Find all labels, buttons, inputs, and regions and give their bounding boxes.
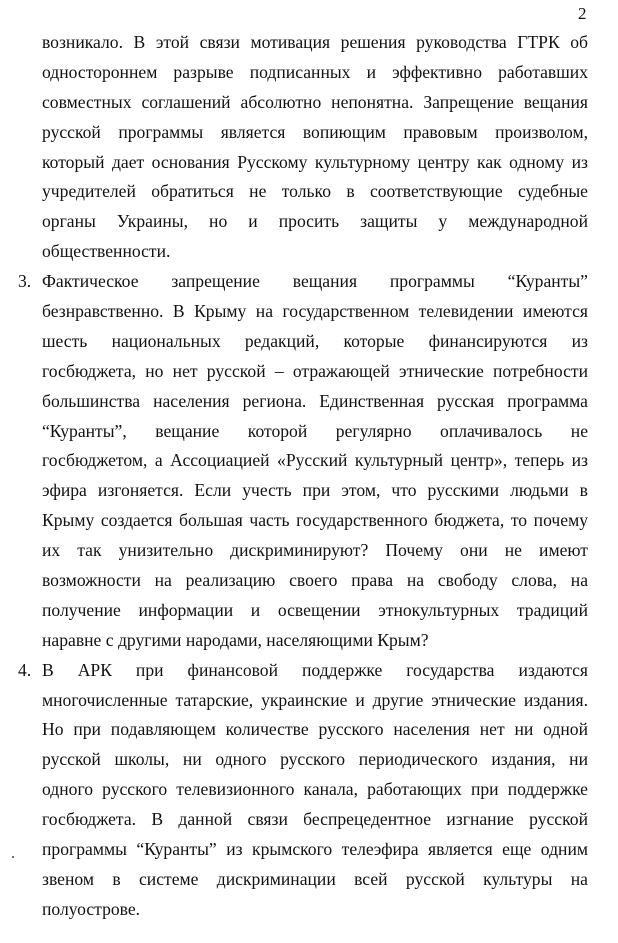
- page-number: 2: [578, 4, 587, 23]
- text-line: возможности на реализацию своего права на свободу слова, на: [42, 570, 588, 591]
- document-body: [0, 28, 618, 925]
- paragraph-continuation: [0, 28, 618, 267]
- text-line: общественности.: [42, 241, 171, 262]
- text-line: госбюджета, но нет русской – отражающей этнические потребности: [42, 360, 588, 381]
- list-number: 3.: [18, 271, 32, 292]
- text-line: учредителей обратиться не только в соответствующие судебные: [42, 181, 588, 202]
- paragraph-3: [0, 267, 618, 656]
- text-line: звеном в системе дискриминации всей русской культуры на: [42, 868, 588, 889]
- text-line: наравне с другими народами, населяющими Крым?: [42, 629, 429, 650]
- text-line: возникало. В этой связи мотивация решения руководства ГТРК об: [42, 32, 588, 52]
- text-line: 4. В АРК при финансовой поддержке государства издаются: [0, 656, 618, 686]
- text-line: многочисленные татарские, украинские и другие этнические издания.: [42, 689, 588, 710]
- scan-speck: [12, 856, 14, 858]
- text-line: одностороннем разрыве подписанных и эффективно работавших: [42, 61, 588, 82]
- list-number: 4.: [18, 659, 32, 680]
- text-line: русской программы является вопиющим правовым произволом,: [42, 121, 588, 142]
- text-line: совместных соглашений абсолютно непонятна. Запрещение вещания: [42, 91, 588, 112]
- text-line: органы Украины, но и просить защиты у международной: [42, 211, 588, 232]
- text-line: “Куранты”, вещание которой регулярно оплачивалось не: [42, 420, 588, 441]
- text-line: 3. Фактическое запрещение вещания программы “Куранты”: [0, 267, 618, 297]
- text-line: шесть национальных редакций, которые финансируются из: [42, 330, 588, 351]
- text-line: большинства населения региона. Единственная русская программа: [42, 390, 588, 411]
- text-line: который дает основания Русскому культурному центру как одному из: [42, 151, 588, 172]
- text-line: госбюджета. В данной связи беспрецедентное изгнание русской: [42, 809, 588, 830]
- text-line: эфира изгоняется. Если учесть при этом, что русскими людьми в: [42, 480, 588, 501]
- text-line: безнравственно. В Крыму на государственном телевидении имеются: [42, 301, 588, 322]
- text-line: русской школы, ни одного русского периодического издания, ни: [42, 749, 588, 770]
- text-line: полуострове.: [42, 898, 141, 919]
- text-line: Но при подавляющем количестве русского населения нет ни одной: [42, 719, 588, 740]
- text-line: одного русского телевизионного канала, работающих при поддержке: [42, 779, 588, 800]
- text-line: получение информации и освещении этнокультурных традиций: [42, 599, 588, 620]
- text-line: Крыму создается большая часть государственного бюджета, то почему: [42, 510, 588, 531]
- paragraph-4: [0, 656, 618, 925]
- text-line: их так унизительно дискриминируют? Почему они не имеют: [42, 540, 588, 561]
- text-line: госбюджетом, а Ассоциацией «Русский культурный центр», теперь из: [42, 450, 588, 471]
- text-line: программы “Куранты” из крымского телеэфира является еще одним: [42, 839, 588, 860]
